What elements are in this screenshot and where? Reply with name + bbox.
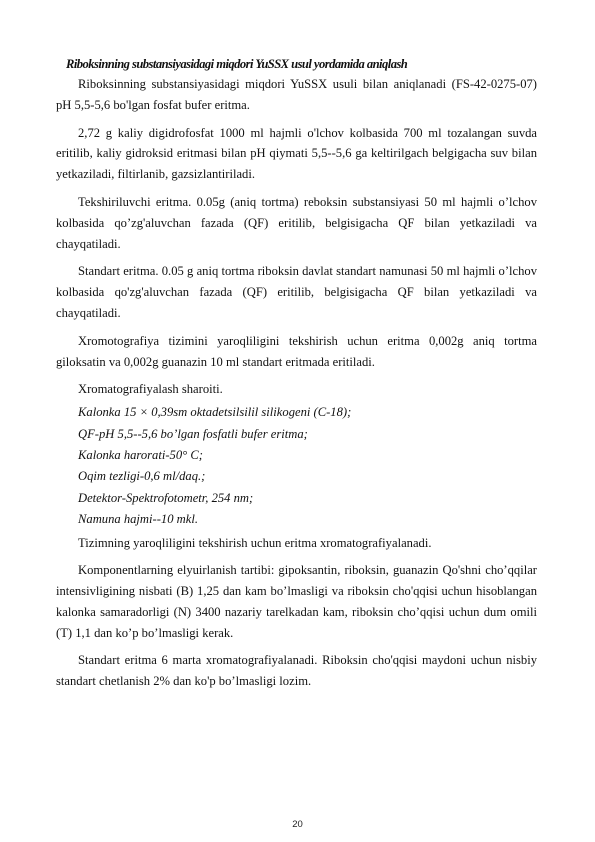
paragraph: 2,72 g kaliy digidrofosfat 1000 ml hajmli o'lchov kolbasida 700 ml tozalangan suvda eritilib, kaliy gidroksid eritmasi bilan pH qiymati 5,5--5,6 ga keltirilgach belgigacha suv bilan yetkaziladi, filtirlanib, gazsizlantiriladi. bbox=[56, 125, 537, 182]
condition-item: Kalonka 15 × 0,39sm oktadetsilsilil silikogeni (C-18); bbox=[78, 405, 352, 420]
intro-paragraphs bbox=[56, 74, 537, 372]
condition-item: Namuna hajmi--10 mkl. bbox=[78, 511, 198, 526]
condition-item: Kalonka harorati-50° C; bbox=[78, 447, 203, 462]
paragraph: Xromotografiya tizimini yaroqliligini tekshirish uchun eritma 0,002g aniq tortma giloksatin va 0,002g guanazin 10 ml standart eritmada eritiladi. bbox=[56, 333, 537, 369]
condition-item: Detektor-Spektrofotometr, 254 nm; bbox=[78, 490, 254, 505]
paragraph: Riboksinning substansiyasidagi miqdori YuSSX usuli bilan aniqlanadi (FS-42-0275-07) pH 5,5-5,6 bo'lgan fosfat bufer eritma. bbox=[56, 77, 537, 112]
document-page bbox=[56, 54, 537, 699]
condition-item: QF-pH 5,5--5,6 bo’lgan fosfatli bufer eritma; bbox=[78, 426, 308, 441]
section-heading: Riboksinning substansiyasidagi miqdori YuSSX usul yordamida aniqlash bbox=[66, 57, 408, 71]
paragraph: Standart eritma 6 marta xromatografiyalanadi. Riboksin cho'qqisi maydoni uchun nisbiy standart chetlanish 2% dan ko'p bo’lmasligi lozim. bbox=[56, 653, 537, 689]
closing-paragraphs bbox=[56, 560, 537, 692]
paragraph: Standart eritma. 0.05 g aniq tortma riboksin davlat standart namunasi 50 ml hajmli o’lchov kolbasida qo'zg'aluvchan fazada (QF) eritilib, belgisigacha QF bilan yetkaziladi va chayqatiladi. bbox=[56, 264, 537, 320]
condition-item: Oqim tezligi-0,6 ml/daq.; bbox=[78, 469, 206, 484]
chromatography-conditions bbox=[56, 379, 537, 530]
page-number: 20 bbox=[292, 819, 303, 830]
paragraph: Tekshiriluvchi eritma. 0.05g (aniq tortma) reboksin substansiyasi 50 ml hajmli o’lchov kolbasida qo’zg'aluvchan fazada (QF) eritilib, belgisigacha QF bilan yetkaziladi va chayqatiladi. bbox=[56, 194, 537, 251]
suitability-note: Tizimning yaroqliligini tekshirish uchun eritma xromatografiyalanadi. bbox=[78, 536, 432, 551]
paragraph: Komponentlarning elyuirlanish tartibi: gipoksantin, riboksin, guanazin Qo'shni cho’qqilar intensivligining nisbati (B) 1,25 dan kam bo’lmasligi va riboksin cho'qqisi uchun hisoblangan kalonka samaradorligi (N) 3400 nazariy tarelkadan kam, riboksin cho’qqisi uchun dum omili (T) 1,1 dan ko’p bo’lmasligi kerak. bbox=[56, 563, 537, 640]
conditions-title: Xromatografiyalash sharoiti. bbox=[78, 382, 223, 397]
